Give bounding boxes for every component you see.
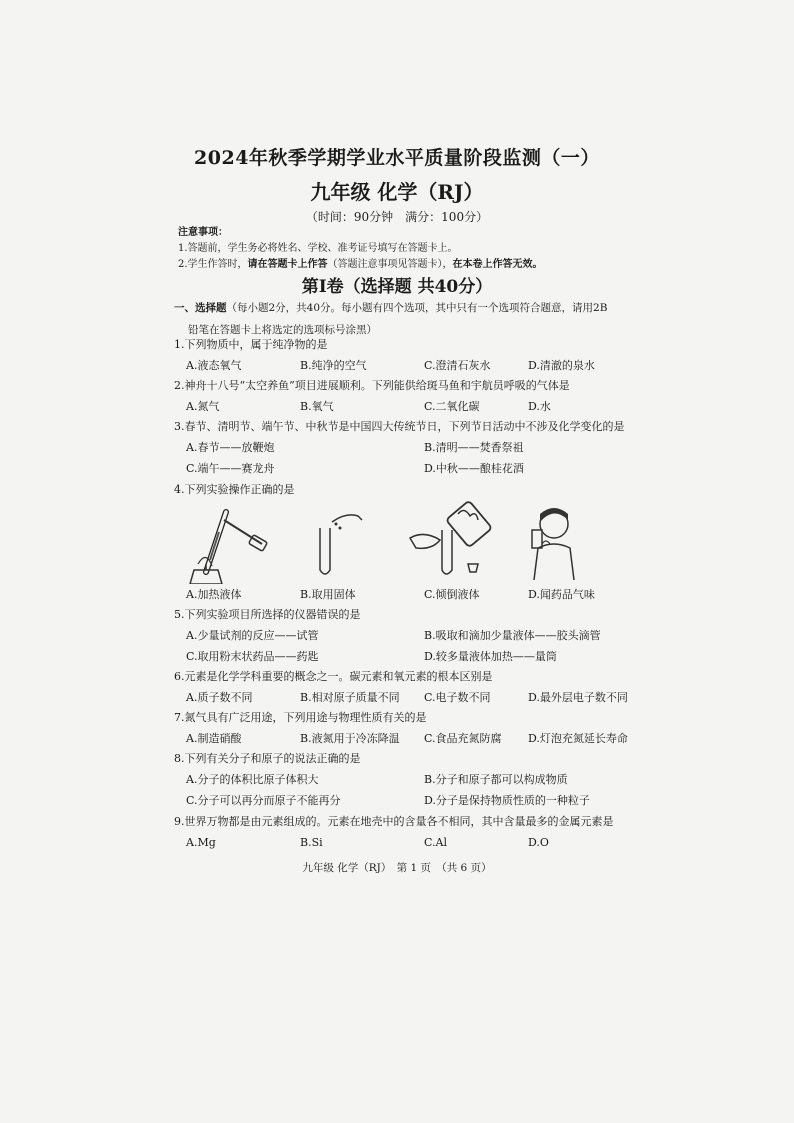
figure-pouring-liquid xyxy=(406,500,496,580)
question-4-option-b: B.取用固体 xyxy=(300,588,356,601)
section-instruction xyxy=(174,297,644,341)
question-3-option-c: C.端午——赛龙舟 xyxy=(186,462,275,475)
question-3-option-d: D.中秋——酿桂花酒 xyxy=(424,462,524,475)
question-3-option-b: B.清明——焚香祭祖 xyxy=(424,441,524,454)
notice-item-2-text-b: （答题注意事项见答题卡）， xyxy=(327,259,453,270)
question-8-option-c: C.分子可以再分而原子不能再分 xyxy=(186,794,341,807)
question-8-option-a: A.分子的体积比原子体积大 xyxy=(186,773,319,786)
question-9-stem: 9.世界万物都是由元素组成的。元素在地壳中的含量各不相同，其中含量最多的金属元素是 xyxy=(174,815,614,828)
question-7-option-d: D.灯泡充氮延长寿命 xyxy=(528,732,628,745)
question-5-option-a: A.少量试剂的反应——试管 xyxy=(186,629,319,642)
question-1-option-c: C.澄清石灰水 xyxy=(424,359,491,372)
question-2-option-c: C.二氧化碳 xyxy=(424,400,480,413)
question-9-option-d: D.O xyxy=(528,836,549,849)
question-3-option-a: A.春节——放鞭炮 xyxy=(186,441,275,454)
figure-smelling-chemical xyxy=(524,504,584,580)
question-4-option-d: D.闻药品气味 xyxy=(528,588,595,601)
question-9-option-c: C.Al xyxy=(424,836,447,849)
question-7-option-c: C.食品充氮防腐 xyxy=(424,732,502,745)
question-2-stem: 2.神舟十八号“太空养鱼”项目进展顺利。下列能供给斑马鱼和宇航员呼吸的气体是 xyxy=(174,379,570,392)
question-1-stem: 1.下列物质中，属于纯净物的是 xyxy=(174,338,328,351)
notice-item-2 xyxy=(178,257,543,273)
section-title: 第Ⅰ卷（选择题 共40分） xyxy=(301,277,493,297)
question-1-option-b: B.纯净的空气 xyxy=(300,359,367,372)
question-6-option-c: C.电子数不同 xyxy=(424,691,491,704)
subject-title: 九年级 化学（RJ） xyxy=(310,180,484,204)
page-footer: 九年级 化学（RJ） 第 1 页 （共 6 页） xyxy=(302,862,492,874)
notice-item-2-bold-b: 在本卷上作答无效。 xyxy=(452,259,543,270)
question-2-option-b: B.氧气 xyxy=(300,400,334,413)
question-9-option-a: A.Mg xyxy=(186,836,216,849)
question-4-option-c: C.倾倒液体 xyxy=(424,588,480,601)
question-2-option-d: D.水 xyxy=(528,400,551,413)
notice-item-2-text-a: 2.学生作答时， xyxy=(178,259,248,270)
part-label: 一、选择题 xyxy=(174,302,227,314)
instruction-line-2: 铅笔在答题卡上将选定的选项标号涂黑） xyxy=(188,324,377,336)
question-1-option-a: A.液态氧气 xyxy=(186,359,242,372)
question-9-option-b: B.Si xyxy=(300,836,323,849)
question-5-option-c: C.取用粉末状药品——药匙 xyxy=(186,650,319,663)
question-3-stem: 3.春节、清明节、端午节、中秋节是中国四大传统节日，下列节日活动中不涉及化学变化的是 xyxy=(174,420,625,433)
notice-item-2-bold-a: 请在答题卡上作答 xyxy=(247,259,328,270)
question-1-option-d: D.清澈的泉水 xyxy=(528,359,595,372)
question-5-stem: 5.下列实验项目所选择的仪器错误的是 xyxy=(174,608,361,621)
question-8-option-d: D.分子是保持物质性质的一种粒子 xyxy=(424,794,590,807)
time-info: （时间：90分钟 满分：100分） xyxy=(305,210,489,224)
notice-heading: 注意事项： xyxy=(178,227,228,238)
page-title: 2024年秋季学期学业水平质量阶段监测（一） xyxy=(194,147,600,169)
question-7-option-a: A.制造硝酸 xyxy=(186,732,242,745)
instruction-line-1: （每小题2分，共40分。每小题有四个选项，其中只有一个选项符合题意，请用2B xyxy=(226,302,608,314)
notice-item-1: 1.答题前，学生务必将姓名、学校、准考证号填写在答题卡上。 xyxy=(178,243,458,254)
question-4-stem: 4.下列实验操作正确的是 xyxy=(174,483,295,496)
question-8-stem: 8.下列有关分子和原子的说法正确的是 xyxy=(174,752,361,765)
question-7-stem: 7.氮气具有广泛用途，下列用途与物理性质有关的是 xyxy=(174,711,427,724)
notice-block xyxy=(178,225,543,273)
question-5-option-b: B.吸取和滴加少量液体——胶头滴管 xyxy=(424,629,601,642)
figure-taking-solid xyxy=(316,508,366,578)
question-6-option-d: D.最外层电子数不同 xyxy=(528,691,628,704)
question-6-stem: 6.元素是化学学科重要的概念之一。碳元素和氧元素的根本区别是 xyxy=(174,670,493,683)
figure-heating-liquid xyxy=(184,504,274,584)
question-6-option-a: A.质子数不同 xyxy=(186,691,253,704)
question-2-option-a: A.氮气 xyxy=(186,400,220,413)
question-4-option-a: A.加热液体 xyxy=(186,588,242,601)
question-7-option-b: B.液氮用于冷冻降温 xyxy=(300,732,400,745)
question-5-option-d: D.较多量液体加热——量筒 xyxy=(424,650,557,663)
question-8-option-b: B.分子和原子都可以构成物质 xyxy=(424,773,568,786)
question-6-option-b: B.相对原子质量不同 xyxy=(300,691,400,704)
